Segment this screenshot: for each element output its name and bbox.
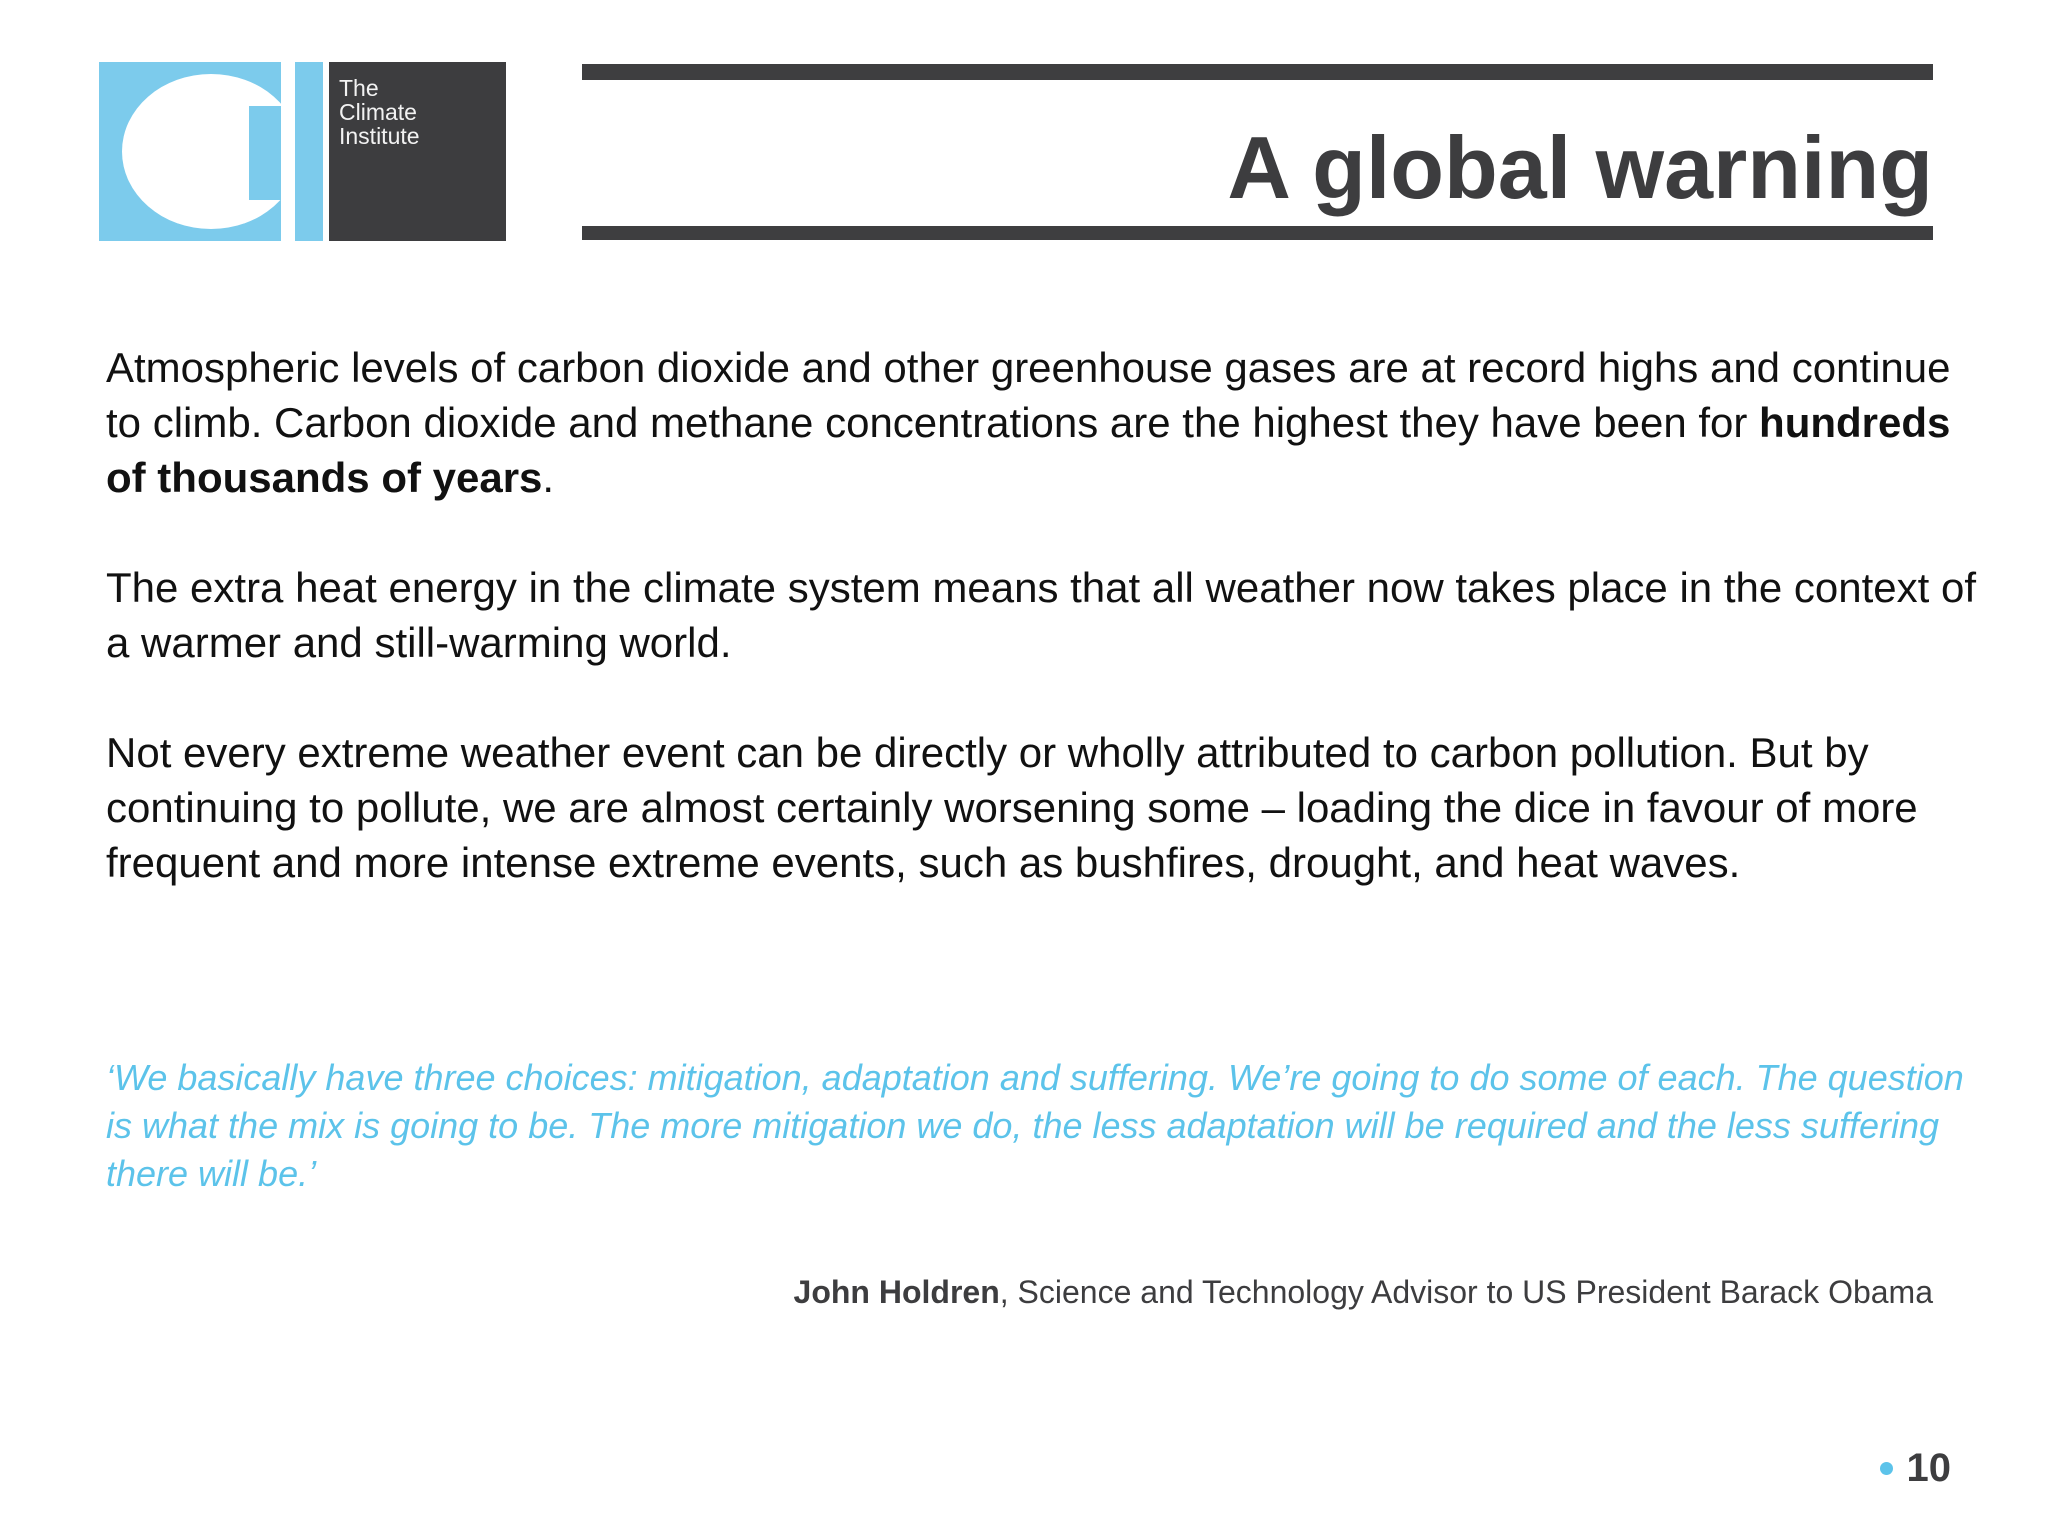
quote-author: John Holdren xyxy=(793,1274,1000,1310)
page-number-value: 10 xyxy=(1906,1446,1951,1490)
climate-institute-logo xyxy=(99,62,506,241)
logo-ci-mark xyxy=(99,62,323,241)
quote-author-role: , Science and Technology Advisor to US President Barack Obama xyxy=(999,1274,1933,1310)
bullet-dot-icon xyxy=(1880,1462,1893,1475)
quote-attribution xyxy=(794,1272,1933,1312)
slide-title: A global warning xyxy=(1227,118,1933,217)
paragraph-1-text: Atmospheric levels of carbon dioxide and other greenhouse gases are at record highs and continue to climb. Carbon dioxide and methane concentrations are the highest they have been for xyxy=(106,344,1951,446)
logo-c-opening xyxy=(249,106,309,200)
slide-body xyxy=(106,340,1986,945)
logo-line-1: The xyxy=(339,75,379,101)
paragraph-1 xyxy=(106,340,1986,505)
paragraph-1-emphasis: hundreds of thousands of years xyxy=(106,399,1951,501)
logo-line-3: Institute xyxy=(339,123,420,149)
paragraph-3: Not every extreme weather event can be directly or wholly attributed to carbon pollution. But by continuing to pollute, we are almost certainly worsening some – loading the dice in favour of more frequent and more intense extreme events, such as bushfires, drought, and heat waves. xyxy=(106,729,1918,886)
paragraph-1-end: . xyxy=(542,454,555,501)
logo-line-2: Climate xyxy=(339,99,417,125)
logo-i-separator xyxy=(281,62,295,241)
paragraph-2: The extra heat energy in the climate system means that all weather now takes place in the context of a warmer and still-warming world. xyxy=(106,564,1976,666)
quote-text: ‘We basically have three choices: mitigation, adaptation and suffering. We’re going to do some of each. The question is what the mix is going to be. The more mitigation we do, the less adaptation will be required and the less suffering there will be.’ xyxy=(106,1057,1964,1194)
page-number xyxy=(1880,1446,1952,1491)
logo-wordmark xyxy=(329,62,506,241)
title-rule-bottom xyxy=(582,226,1933,240)
title-rule-top xyxy=(582,64,1933,80)
